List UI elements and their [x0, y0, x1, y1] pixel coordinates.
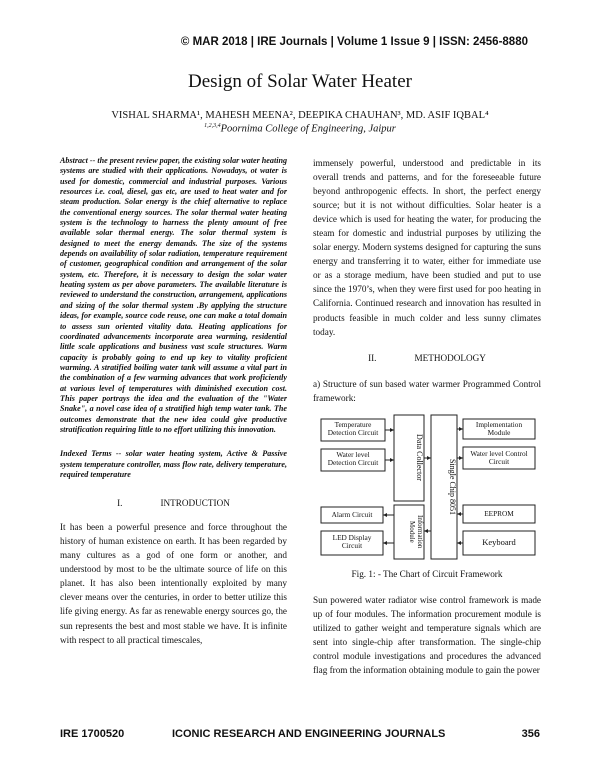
paper-title: Design of Solar Water Heater: [188, 71, 412, 92]
section-title: METHODOLOGY: [414, 352, 486, 363]
footer-paper-id: IRE 1700520: [60, 728, 125, 740]
journal-header: © MAR 2018 | IRE Journals | Volume 1 Issue 9 | ISSN: 2456-8880: [180, 36, 528, 48]
section-heading-introduction: [60, 498, 287, 508]
water-level-detection-block: Water level Detection Circuit: [327, 449, 379, 468]
eeprom-block: EEPROM: [484, 508, 514, 518]
left-column: [60, 156, 287, 647]
led-display-block: LED Display Circuit: [332, 532, 372, 551]
footer-page-number: 356: [521, 728, 540, 740]
implementation-module-block: Implementation Module: [475, 419, 523, 438]
section-heading-methodology: [313, 353, 541, 363]
section-title: INTRODUCTION: [160, 498, 230, 509]
water-level-control-block: Water level Control Circuit: [470, 448, 528, 467]
affiliation: [0, 123, 600, 135]
alarm-circuit-block: Alarm Circuit: [331, 509, 373, 519]
data-collector-block: Data Collector: [415, 434, 424, 482]
methodology-subheading: a) Structure of sun based water warmer Programmed Control framework:: [313, 378, 541, 403]
body-paragraph: immensely powerful, understood and predictable in its overall trends and patterns, and for the foreseeable future beyond anthropogenic effects. In short, the perfect energy source; but it is not without difficulties. Solar heater is a device which is used for heating the water, for producing the steam for domestic and industrial purposes by utilizing the solar energy. Modern systems designed for capturing the suns energy and transferring it to water, either for immediate use or as a storage medium, have been studied and put to use since the 1970’s, when they were first used for poo heating in California. Continued research and innovation has resulted in products feasible in much colder and less sunny climates today.: [313, 158, 541, 337]
figure-caption: Fig. 1: - The Chart of Circuit Framework: [351, 568, 503, 579]
information-module-block: Information Module: [408, 514, 424, 549]
section-number: II.: [368, 352, 377, 363]
affiliation-text: Poornima College of Engineering, Jaipur: [220, 123, 396, 135]
keyboard-block: Keyboard: [482, 536, 516, 547]
introduction-paragraph: It has been a powerful presence and force throughout the history of human existence on earth. It has been regarded by many cultures as a god of one form or another, and understood by most to be the ultimate source of life on this planet. It has also been intentionally exploited by many clever means over the centuries, in order to better utilize this life giving energy. As far as renewable energy sources go, the sun represents the best and most stable we have. It is infinite with respect to all practical timescales,: [60, 522, 287, 645]
circuit-framework-diagram: [313, 413, 541, 561]
section-number: I.: [117, 498, 123, 509]
right-column: [313, 156, 541, 677]
single-chip-block: Single Chip 8051: [448, 458, 457, 515]
abstract: Abstract -- the present review paper, the existing solar water heating systems are studied with their applications. Nowadays, ot water is used for domestic, commercial and industrial purposes. Various resources i.e. coal, diesel, gas etc, are used to heat water and for steam production. Solar energy is the chief alternative to replace the conventional energy sources. The solar thermal water heating system is the technology to harness the plenty amount of free available solar thermal energy. The solar thermal system is designed to meet the energy demands. The size of the systems depends on availability of solar radiation, temperature requirement of customer, geographical condition and arrangement of the solar system, etc. Therefore, it is necessary to design the solar water heating system as per above parameters. The available literature is reviewed to understand the construction, arrangement, applications and sizing of the solar thermal system .By applying the structure ideas, for example, source code reuse, one can make a total domain to assess sun oriented vitality data. Heating applications for coordinated advancements incorporate area warming, residential little scale applications and business vast scale structures. Warm capacity is probably going to end up key to vitality proficient warming. A stratified boiling water tank will assume a vital part in the combination of a few warming advances that work proficiently at various level of temperatures with diminished execution cost. This paper portrays the idea and the evaluation of the "Water Snake", a novel case idea of a stratified high temp water tank. The outcomes demonstrate that the new idea could give productive stratification requiring little to no effort utilizing this innovation.: [60, 156, 287, 434]
affiliation-superscript: 1,2,3,4: [204, 123, 221, 129]
body-paragraph: Sun powered water radiator wise control framework is made up of four modules. The information procurement module is utilized to gather weight and temperature signals which are sent into single-chip after transformation. The single-chip control module investigations and procedures the advanced flag from the information obtaining module to gain the power: [313, 594, 541, 675]
footer-journal-name: ICONIC RESEARCH AND ENGINEERING JOURNALS: [172, 728, 446, 740]
author-list: VISHAL SHARMA¹, MAHESH MEENA², DEEPIKA CHAUHAN³, MD. ASIF IQBAL⁴: [111, 110, 489, 121]
temperature-detection-block: Temperature Detection Circuit: [327, 419, 379, 438]
index-terms: Indexed Terms -- solar water heating system, Active & Passive system temperature controller, mass flow rate, delivery temperature, required temperature: [60, 449, 287, 479]
